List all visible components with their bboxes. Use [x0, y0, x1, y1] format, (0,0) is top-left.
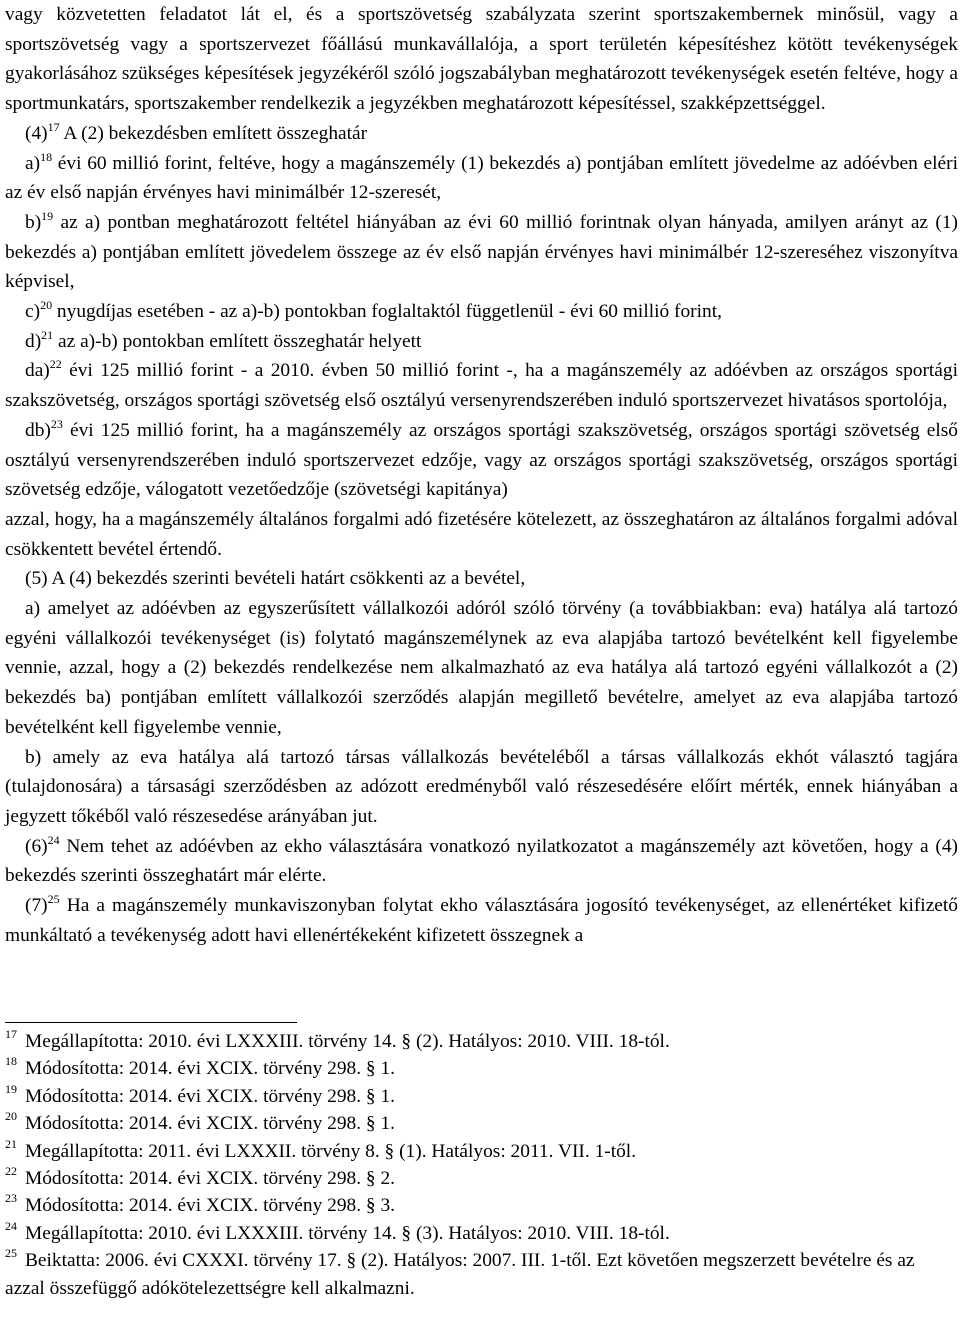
footnote-number: 18 [5, 1054, 17, 1069]
footnote-number: 19 [5, 1081, 17, 1096]
footnote-text: Módosította: 2014. évi XCIX. törvény 298. § 2. [25, 1168, 396, 1190]
footnote-number: 25 [5, 1246, 17, 1261]
footnote-reference: 21 [41, 327, 54, 342]
paragraph-text: (7) [25, 895, 48, 917]
footnote-reference: 20 [40, 298, 53, 313]
paragraph-text: b) [25, 211, 42, 233]
paragraph [5, 832, 958, 891]
paragraph [5, 505, 958, 564]
paragraph [5, 891, 958, 950]
paragraph-text: b) amely az eva hatálya alá tartozó társas vállalkozás bevételéből a társas vállalkozás ekhót választó tagjára (tulajdonosára) a társasági szerződésben az adózott eredményből való részesedésére előírt mérték, ennek hiányában a jegyzett tőkéből való részesedése arányában jut. [5, 746, 958, 827]
footnote-text: Módosította: 2014. évi XCIX. törvény 298. § 3. [25, 1195, 396, 1217]
paragraph [5, 149, 958, 208]
document-body [5, 0, 958, 951]
footnote-number: 24 [5, 1218, 17, 1233]
paragraph-text: a) [25, 152, 41, 174]
paragraph-text: A (2) bekezdésben említett összeghatár [59, 122, 368, 144]
paragraph-text: d) [25, 330, 42, 352]
footnote [5, 1192, 958, 1219]
footnote [5, 1138, 958, 1165]
footnote-reference: 23 [50, 416, 63, 431]
paragraph-text: évi 60 millió forint, feltéve, hogy a magánszemély (1) bekezdés a) pontjában említett jövedelme az adóévben eléri az év első napján érvényes havi minimálbér 12-szeresét, [5, 152, 958, 204]
paragraph-text: c) [25, 301, 41, 323]
footnote-number: 20 [5, 1109, 17, 1124]
paragraph-text: évi 125 millió forint, ha a magánszemély az országos sportági szakszövetség, országos sportági szövetség első osztályú versenyrendszerében induló sportszervezet edzője, vagy az országos sportági szakszövetség, országos sportági szövetség edzője, válogatott vezetőedzője (szövetségi kapitánya) [5, 419, 958, 501]
footnote-reference: 22 [49, 357, 62, 372]
footnote [5, 1247, 958, 1302]
paragraph-text: Nem tehet az adóévben az ekho választására vonatkozó nyilatkozatot a magánszemély azt követően, hogy a (4) bekezdés szerinti összeghatárt már elérte. [5, 835, 958, 887]
paragraph-text: db) [25, 419, 51, 441]
paragraph-text: nyugdíjas esetében - az a)-b) pontokban foglaltaktól függetlenül - évi 60 millió forint, [52, 301, 722, 323]
footnote-text: Módosította: 2014. évi XCIX. törvény 298. § 1. [25, 1085, 396, 1107]
footnote-reference: 19 [41, 208, 54, 223]
paragraph-text: da) [25, 360, 50, 382]
paragraph-text: az a)-b) pontokban említett összeghatár helyett [53, 330, 422, 352]
paragraph [5, 119, 958, 149]
footnote-text: Megállapította: 2010. évi LXXXIII. törvény 14. § (2). Hatályos: 2010. VIII. 18-tól. [25, 1031, 670, 1052]
footnote-reference: 18 [40, 149, 53, 164]
paragraph [5, 594, 958, 743]
footnote [5, 1028, 958, 1055]
footnote-reference: 17 [47, 119, 60, 134]
footnote-number: 23 [5, 1191, 17, 1206]
footnote-text: Módosította: 2014. évi XCIX. törvény 298. § 1. [25, 1113, 396, 1135]
paragraph [5, 0, 958, 119]
footnote-text: Módosította: 2014. évi XCIX. törvény 298. § 1. [25, 1058, 396, 1080]
paragraph [5, 356, 958, 415]
paragraph [5, 327, 958, 357]
footnote-number: 21 [5, 1136, 17, 1151]
footnote [5, 1083, 958, 1110]
footnotes [5, 1028, 958, 1302]
footnote [5, 1220, 958, 1247]
paragraph-text: az a) pontban meghatározott feltétel hiányában az évi 60 millió forintnak olyan hányada, amilyen arányt az (1) bekezdés a) pontjában említett jövedelem összege az év első napján érvényes havi minimálbér 12-szereséhez viszonyítva képvisel, [5, 211, 958, 293]
paragraph-text: vagy közvetetten feladatot lát el, és a sportszövetség szabályzata szerint sportszakembernek minősül, vagy a sportszövetség vagy a sportszervezet főállású munkavállalója, a sport területén képesítéshez kötött tevékenységek gyakorlásához szükséges képesítések jegyzékéről szóló jogszabályban meghatározott tevékenységek esetén feltéve, hogy a sportmunkatárs, sportszakember rendelkezik a jegyzékben meghatározott képesítéssel, szakképzettséggel. [5, 4, 959, 115]
paragraph-text: Ha a magánszemély munkaviszonyban folytat ekho választására jogosító tevékenységet, az ellenértéket kifizető munkáltató a tevékenység adott havi ellenértékeként kifizetett összegnek a [5, 895, 958, 946]
paragraph-text: (5) A (4) bekezdés szerinti bevételi határt csökkenti az a bevétel, [25, 568, 526, 590]
paragraph [5, 564, 958, 594]
footnote [5, 1055, 958, 1082]
paragraph-text: évi 125 millió forint - a 2010. évben 50 millió forint -, ha a magánszemély az adóévben az országos sportági szakszövetség, országos sportági szövetség első osztályú versenyrendszerében induló sportszervezet hivatásos sportolója, [5, 360, 958, 412]
footnote-reference: 25 [47, 892, 60, 907]
footnote-text: Megállapította: 2010. évi LXXXIII. törvény 14. § (3). Hatályos: 2010. VIII. 18-tól. [25, 1222, 670, 1244]
paragraph [5, 743, 958, 832]
paragraph [5, 208, 958, 297]
footnote-text: Beiktatta: 2006. évi CXXXI. törvény 17. § (2). Hatályos: 2007. III. 1-től. Ezt követően megszerzett bevételre és az azzal összefüggő adókötelezettségre kell alkalmazni. [5, 1250, 915, 1299]
footnote-text: Megállapította: 2011. évi LXXXII. törvény 8. § (1). Hatályos: 2011. VII. 1-től. [25, 1140, 637, 1162]
paragraph-text: azzal, hogy, ha a magánszemély általános forgalmi adó fizetésére kötelezett, az összeghatáron az általános forgalmi adóval csökkentett bevétel értendő. [5, 508, 958, 560]
footnote-separator [5, 1022, 297, 1023]
footnote [5, 1110, 958, 1137]
paragraph-text: (6) [25, 835, 48, 857]
footnote-number: 22 [5, 1164, 17, 1179]
footnote [5, 1165, 958, 1192]
footnote-number: 17 [5, 1027, 17, 1041]
paragraph [5, 416, 958, 505]
paragraph [5, 297, 958, 327]
footnote-reference: 24 [47, 832, 60, 847]
paragraph-text: a) amelyet az adóévben az egyszerűsített vállalkozói adóról szóló törvény (a továbbiakban: eva) hatálya alá tartozó egyéni vállalkozói tevékenységet (is) folytató magánszemélynek az eva alapjába tartozó bevételként kell figyelembe vennie, azzal, hogy a (2) bekezdés rendelkezése nem alkalmazható az eva hatálya alá tartozó egyéni vállalkozót a (2) bekezdés ba) pontjában említett vállalkozói szerződés alapján megillető bevételre, amelyet az eva alapjába tartozó bevételként kell figyelembe vennie, [5, 598, 958, 738]
paragraph-text: (4) [25, 122, 48, 144]
